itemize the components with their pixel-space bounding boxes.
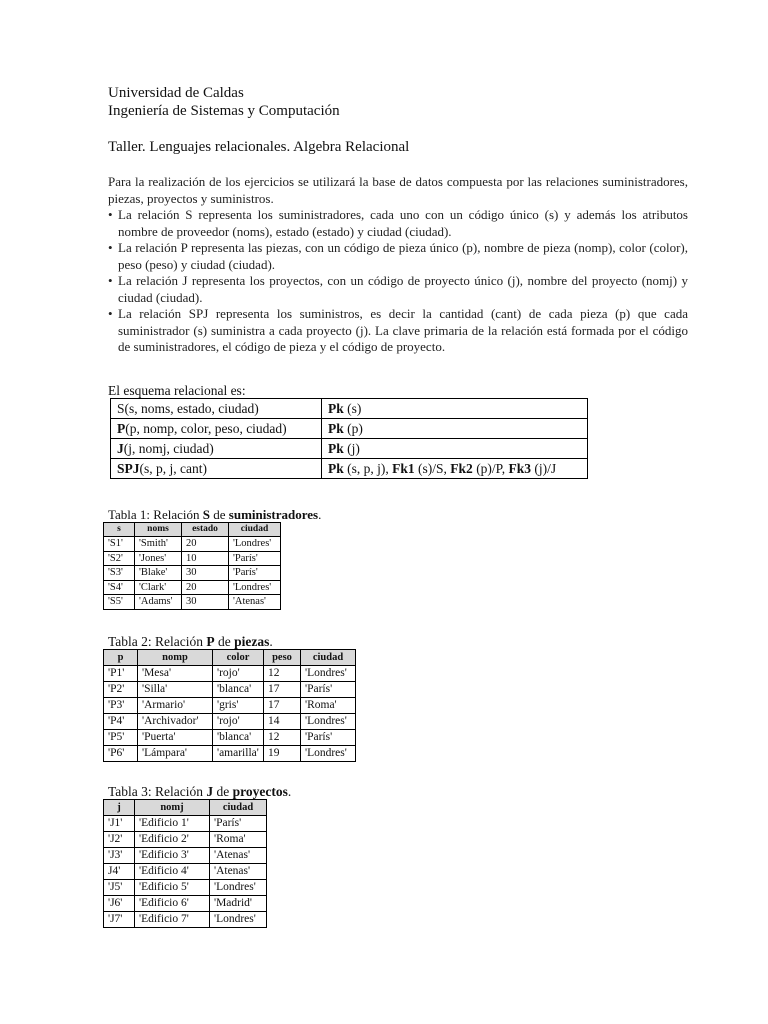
table-cell: 'P2' [104, 681, 138, 697]
column-header: ciudad [229, 522, 281, 537]
table-cell: 'Londres' [301, 665, 356, 681]
parts-table [103, 649, 356, 762]
projects-table [103, 799, 267, 928]
table-cell: 'S1' [104, 537, 135, 552]
column-header: ciudad [210, 799, 267, 815]
bullet-icon: • [108, 273, 113, 288]
table-cell: 'Londres' [301, 745, 356, 761]
bullet-icon: • [108, 240, 113, 255]
bullet-icon: • [108, 207, 113, 222]
table-row [104, 537, 281, 552]
bullet-item: • La relación S representa los suministradores, cada uno con un código único (s) y además los atributos nombre de proveedor (noms), estado (estado) y ciudad (ciudad). [108, 207, 688, 239]
table-row [104, 815, 267, 831]
schema-relation: J(j, nomj, ciudad) [111, 438, 322, 458]
table-cell: 'Edificio 1' [135, 815, 210, 831]
column-header: j [104, 799, 135, 815]
table2-caption: Tabla 2: Relación P de piezas. [108, 633, 273, 649]
bullet-item: • La relación P representa las piezas, con un código de pieza único (p), nombre de pieza (nomp), color (color), peso (peso) y ciudad (ciudad). [108, 240, 688, 272]
table-cell: 'Roma' [210, 831, 267, 847]
table-header-row [104, 649, 356, 665]
table-row [104, 831, 267, 847]
table-cell: 'Clark' [135, 580, 182, 595]
table-cell: 'Blake' [135, 566, 182, 581]
table-cell: 'Mesa' [138, 665, 213, 681]
table-cell: 'Atenas' [229, 595, 281, 610]
table-cell: 'Armario' [138, 697, 213, 713]
table-header-row [104, 799, 267, 815]
table-cell: 'Smith' [135, 537, 182, 552]
table-cell: 'Edificio 4' [135, 863, 210, 879]
table-row [104, 697, 356, 713]
table-row [104, 729, 356, 745]
schema-keys: Pk (j) [322, 438, 588, 458]
table-cell: 'J5' [104, 879, 135, 895]
table-cell: 'Atenas' [210, 847, 267, 863]
table-cell: 'rojo' [213, 713, 264, 729]
table-cell: 'Edificio 3' [135, 847, 210, 863]
intro-paragraph: Para la realización de los ejercicios se utilizará la base de datos compuesta por las relaciones suministradores, piezas, proyectos y suministros. [108, 174, 688, 206]
schema-label: El esquema relacional es: [108, 382, 246, 398]
table-row [104, 566, 281, 581]
document-title: Taller. Lenguajes relacionales. Algebra Relacional [108, 139, 410, 155]
table-cell: 30 [182, 566, 229, 581]
schema-relation: S(s, noms, estado, ciudad) [111, 398, 322, 418]
table-cell: 30 [182, 595, 229, 610]
table-row [104, 847, 267, 863]
table-cell: 'rojo' [213, 665, 264, 681]
table-cell: 'J1' [104, 815, 135, 831]
table-cell: 'blanca' [213, 681, 264, 697]
table-cell: 'Jones' [135, 551, 182, 566]
table-cell: 'París' [301, 729, 356, 745]
table1-caption: Tabla 1: Relación S de suministradores. [108, 506, 322, 522]
table-cell: 'J3' [104, 847, 135, 863]
table-cell: 20 [182, 580, 229, 595]
table-cell: 'París' [229, 551, 281, 566]
column-header: s [104, 522, 135, 537]
table-cell: 'Londres' [229, 580, 281, 595]
table-cell: 'Roma' [301, 697, 356, 713]
table-cell: 'gris' [213, 697, 264, 713]
intro-section [108, 174, 688, 356]
table-cell: 'amarilla' [213, 745, 264, 761]
table-cell: 'J7' [104, 911, 135, 927]
table-cell: 'Atenas' [210, 863, 267, 879]
table-cell: 17 [264, 697, 301, 713]
bullet-icon: • [108, 306, 113, 321]
table-cell: 'blanca' [213, 729, 264, 745]
column-header: ciudad [301, 649, 356, 665]
table-row [104, 713, 356, 729]
table-cell: 'Londres' [210, 911, 267, 927]
schema-keys: Pk (s) [322, 398, 588, 418]
table3-caption: Tabla 3: Relación J de proyectos. [108, 783, 292, 799]
bullet-item: • La relación SPJ representa los suministros, es decir la cantidad (cant) de cada pieza (p) que cada suministrador (s) suministra a cada proyecto (j). La clave primaria de la relación está formada por el código de suministradores, el código de pieza y el código de proyecto. [108, 306, 688, 354]
table-cell: 'J6' [104, 895, 135, 911]
bullet-item: • La relación J representa los proyectos, con un código de proyecto único (j), nombre del proyecto (nomj) y ciudad (ciudad). [108, 273, 688, 305]
schema-row [111, 418, 588, 438]
column-header: nomj [135, 799, 210, 815]
suppliers-table [103, 522, 281, 610]
table-cell: 'P1' [104, 665, 138, 681]
table-cell: 'P4' [104, 713, 138, 729]
table-cell: 19 [264, 745, 301, 761]
table-cell: 'París' [210, 815, 267, 831]
column-header: color [213, 649, 264, 665]
table-row [104, 665, 356, 681]
table-cell: 'Madrid' [210, 895, 267, 911]
table-cell: 'Edificio 6' [135, 895, 210, 911]
document-page [108, 84, 688, 928]
table-cell: 'P3' [104, 697, 138, 713]
table-cell: 'París' [229, 566, 281, 581]
table-cell: 'P5' [104, 729, 138, 745]
table-header-row [104, 522, 281, 537]
table-cell: 10 [182, 551, 229, 566]
table-row [104, 879, 267, 895]
table-cell: 'S5' [104, 595, 135, 610]
table-cell: 'Silla' [138, 681, 213, 697]
schema-keys: Pk (s, p, j), Fk1 (s)/S, Fk2 (p)/P, Fk3 (j)/J [322, 458, 588, 478]
table-cell: J4' [104, 863, 135, 879]
program-name: Ingeniería de Sistemas y Computación [108, 103, 340, 119]
table-cell: 'Londres' [210, 879, 267, 895]
table-row [104, 745, 356, 761]
table-cell: 'Londres' [229, 537, 281, 552]
table-cell: 17 [264, 681, 301, 697]
table-row [104, 580, 281, 595]
schema-table [110, 398, 588, 479]
table-cell: 'S3' [104, 566, 135, 581]
table-cell: 12 [264, 729, 301, 745]
table-row [104, 911, 267, 927]
table-cell: 'Puerta' [138, 729, 213, 745]
schema-relation: P(p, nomp, color, peso, ciudad) [111, 418, 322, 438]
table-cell: 'Londres' [301, 713, 356, 729]
column-header: peso [264, 649, 301, 665]
table-row [104, 681, 356, 697]
schema-relation: SPJ(s, p, j, cant) [111, 458, 322, 478]
table-row [104, 595, 281, 610]
table-cell: 'P6' [104, 745, 138, 761]
university-name: Universidad de Caldas [108, 85, 244, 101]
table-cell: 'Edificio 5' [135, 879, 210, 895]
table-cell: 'S4' [104, 580, 135, 595]
table-cell: 14 [264, 713, 301, 729]
table-row [104, 863, 267, 879]
schema-row [111, 438, 588, 458]
table-cell: 'Edificio 2' [135, 831, 210, 847]
schema-keys: Pk (p) [322, 418, 588, 438]
table-cell: 'Lámpara' [138, 745, 213, 761]
table-cell: 'Archivador' [138, 713, 213, 729]
table-row [104, 895, 267, 911]
table-cell: 'Adams' [135, 595, 182, 610]
table-cell: 'J2' [104, 831, 135, 847]
table-cell: 20 [182, 537, 229, 552]
schema-row [111, 398, 588, 418]
table-row [104, 551, 281, 566]
column-header: noms [135, 522, 182, 537]
column-header: estado [182, 522, 229, 537]
table-cell: 'Edificio 7' [135, 911, 210, 927]
column-header: p [104, 649, 138, 665]
table-cell: 'S2' [104, 551, 135, 566]
table-cell: 'París' [301, 681, 356, 697]
column-header: nomp [138, 649, 213, 665]
schema-row [111, 458, 588, 478]
table-cell: 12 [264, 665, 301, 681]
